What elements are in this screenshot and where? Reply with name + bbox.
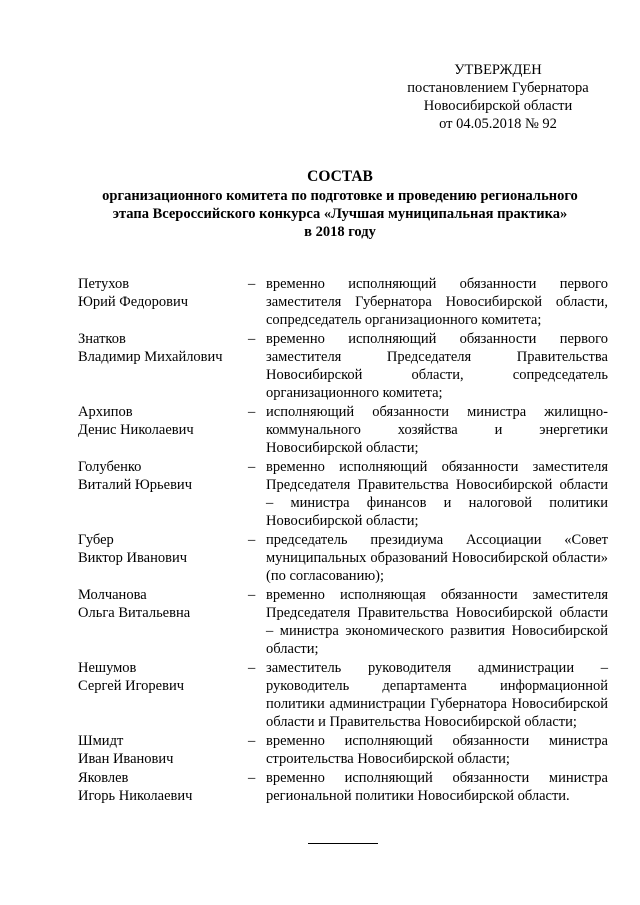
member-name (78, 403, 248, 457)
member-role: временно исполняющий обязанности заместителя Председателя Правительства Новосибирской области – министра финансов и налоговой политики Новосибирской области; (266, 459, 608, 529)
member-row (78, 458, 608, 530)
member-role: исполняющий обязанности министра жилищно-коммунального хозяйства и энергетики Новосибирской области; (266, 404, 608, 456)
member-surname: Архипов (78, 404, 133, 420)
member-name (78, 330, 248, 402)
member-name (78, 458, 248, 530)
member-given-names: Денис Николаевич (78, 422, 194, 438)
member-name (78, 531, 248, 585)
member-given-names: Владимир Михайлович (78, 349, 223, 365)
member-surname: Петухов (78, 276, 130, 292)
member-role: временно исполняющая обязанности заместителя Председателя Правительства Новосибирской области – министра экономического развития Новосибирской области; (266, 587, 608, 657)
member-dash: – (248, 404, 256, 420)
member-given-names: Виталий Юрьевич (78, 477, 192, 493)
approval-heading: УТВЕРЖДЕН (454, 62, 542, 78)
approval-decree: постановлением Губернатора (407, 80, 589, 96)
member-surname: Знатков (78, 331, 126, 347)
closing-separator-line (308, 843, 378, 844)
member-name (78, 659, 248, 731)
member-name (78, 769, 248, 805)
member-row (78, 531, 608, 585)
member-dash: – (248, 276, 256, 292)
member-role: временно исполняющий обязанности министра региональной политики Новосибирской области. (266, 770, 608, 804)
member-name (78, 732, 248, 768)
title-line-3: в 2018 году (304, 224, 376, 240)
member-given-names: Юрий Федорович (78, 294, 189, 310)
member-row (78, 659, 608, 731)
title-line-1: организационного комитета по подготовке и проведению регионального (102, 188, 578, 204)
member-surname: Голубенко (78, 459, 142, 475)
member-role: председатель президиума Ассоциации «Совет муниципальных образований Новосибирской области» (по согласованию); (266, 532, 608, 584)
member-row (78, 586, 608, 658)
member-given-names: Сергей Игоревич (78, 678, 185, 694)
member-given-names: Виктор Иванович (78, 550, 188, 566)
member-role: заместитель руководителя администрации – руководитель департамента информационной политики администрации Губернатора Новосибирской области и Правительства Новосибирской области; (266, 660, 608, 730)
member-dash: – (248, 459, 256, 475)
member-surname: Шмидт (78, 733, 124, 749)
member-dash: – (248, 660, 256, 676)
member-dash: – (248, 331, 256, 347)
member-row (78, 403, 608, 457)
member-row (78, 732, 608, 768)
members-list (78, 275, 608, 806)
title-main: СОСТАВ (307, 168, 373, 185)
member-role: временно исполняющий обязанности первого заместителя Председателя Правительства Новосибирской области, сопредседатель организационного комитета; (266, 331, 608, 401)
member-dash: – (248, 733, 256, 749)
approval-stamp (388, 61, 608, 133)
approval-region: Новосибирской области (423, 98, 573, 114)
member-surname: Молчанова (78, 587, 147, 603)
member-given-names: Игорь Николаевич (78, 788, 193, 804)
title-line-2: этапа Всероссийского конкурса «Лучшая муниципальная практика» (112, 206, 568, 222)
member-row (78, 769, 608, 805)
member-dash: – (248, 770, 256, 786)
member-name (78, 275, 248, 329)
member-row (78, 330, 608, 402)
member-name (78, 586, 248, 658)
member-row (78, 275, 608, 329)
member-surname: Губер (78, 532, 114, 548)
member-surname: Яковлев (78, 770, 129, 786)
approval-date-number: от 04.05.2018 № 92 (439, 116, 557, 132)
document-title (60, 168, 620, 241)
member-role: временно исполняющий обязанности министра строительства Новосибирской области; (266, 733, 608, 767)
member-dash: – (248, 532, 256, 548)
member-surname: Нешумов (78, 660, 137, 676)
member-given-names: Иван Иванович (78, 751, 174, 767)
member-role: временно исполняющий обязанности первого заместителя Губернатора Новосибирской области, сопредседатель организационного комитета; (266, 276, 608, 328)
member-given-names: Ольга Витальевна (78, 605, 191, 621)
member-dash: – (248, 587, 256, 603)
